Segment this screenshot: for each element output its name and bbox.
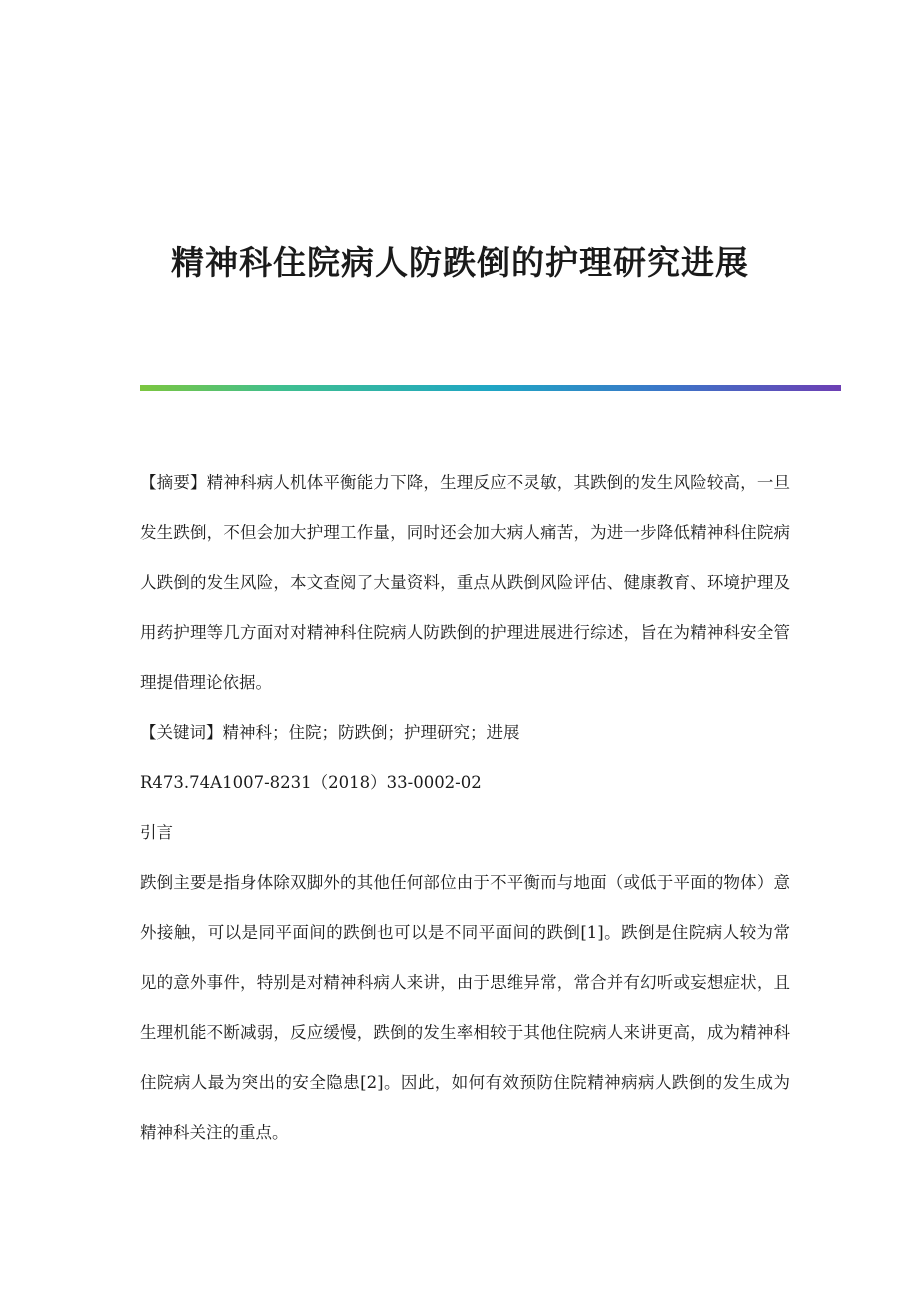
classification-code: R473.74A1007-8231（2018）33-0002-02 [140,773,482,792]
intro-paragraph: 跌倒主要是指身体除双脚外的其他任何部位由于不平衡而与地面（或低于平面的物体）意外接触，可以是同平面间的跌倒也可以是不同平面间的跌倒[1]。跌倒是住院病人较为常见的意外事件，特别是对精神科病人来讲，由于思维异常，常合并有幻听或妄想症状，且生理机能不断减弱，反应缓慢，跌倒的发生率相较于其他住院病人来讲更高，成为精神科住院病人最为突出的安全隐患[2]。因此，如何有效预防住院精神病病人跌倒的发生成为精神科关注的重点。 [140,873,790,1142]
intro-heading: 引言 [140,823,173,842]
title-divider [140,385,841,391]
keywords-paragraph: 【关键词】精神科；住院；防跌倒；护理研究；进展 [140,723,520,742]
document-body [140,458,790,1158]
abstract-paragraph: 【摘要】精神科病人机体平衡能力下降，生理反应不灵敏，其跌倒的发生风险较高，一旦发生跌倒，不但会加大护理工作量，同时还会加大病人痛苦，为进一步降低精神科住院病人跌倒的发生风险，本文查阅了大量资料，重点从跌倒风险评估、健康教育、环境护理及用药护理等几方面对对精神科住院病人防跌倒的护理进展进行综述，旨在为精神科安全管理提借理论依据。 [140,473,790,692]
document-title: 精神科住院病人防跌倒的护理研究进展 [171,243,749,283]
